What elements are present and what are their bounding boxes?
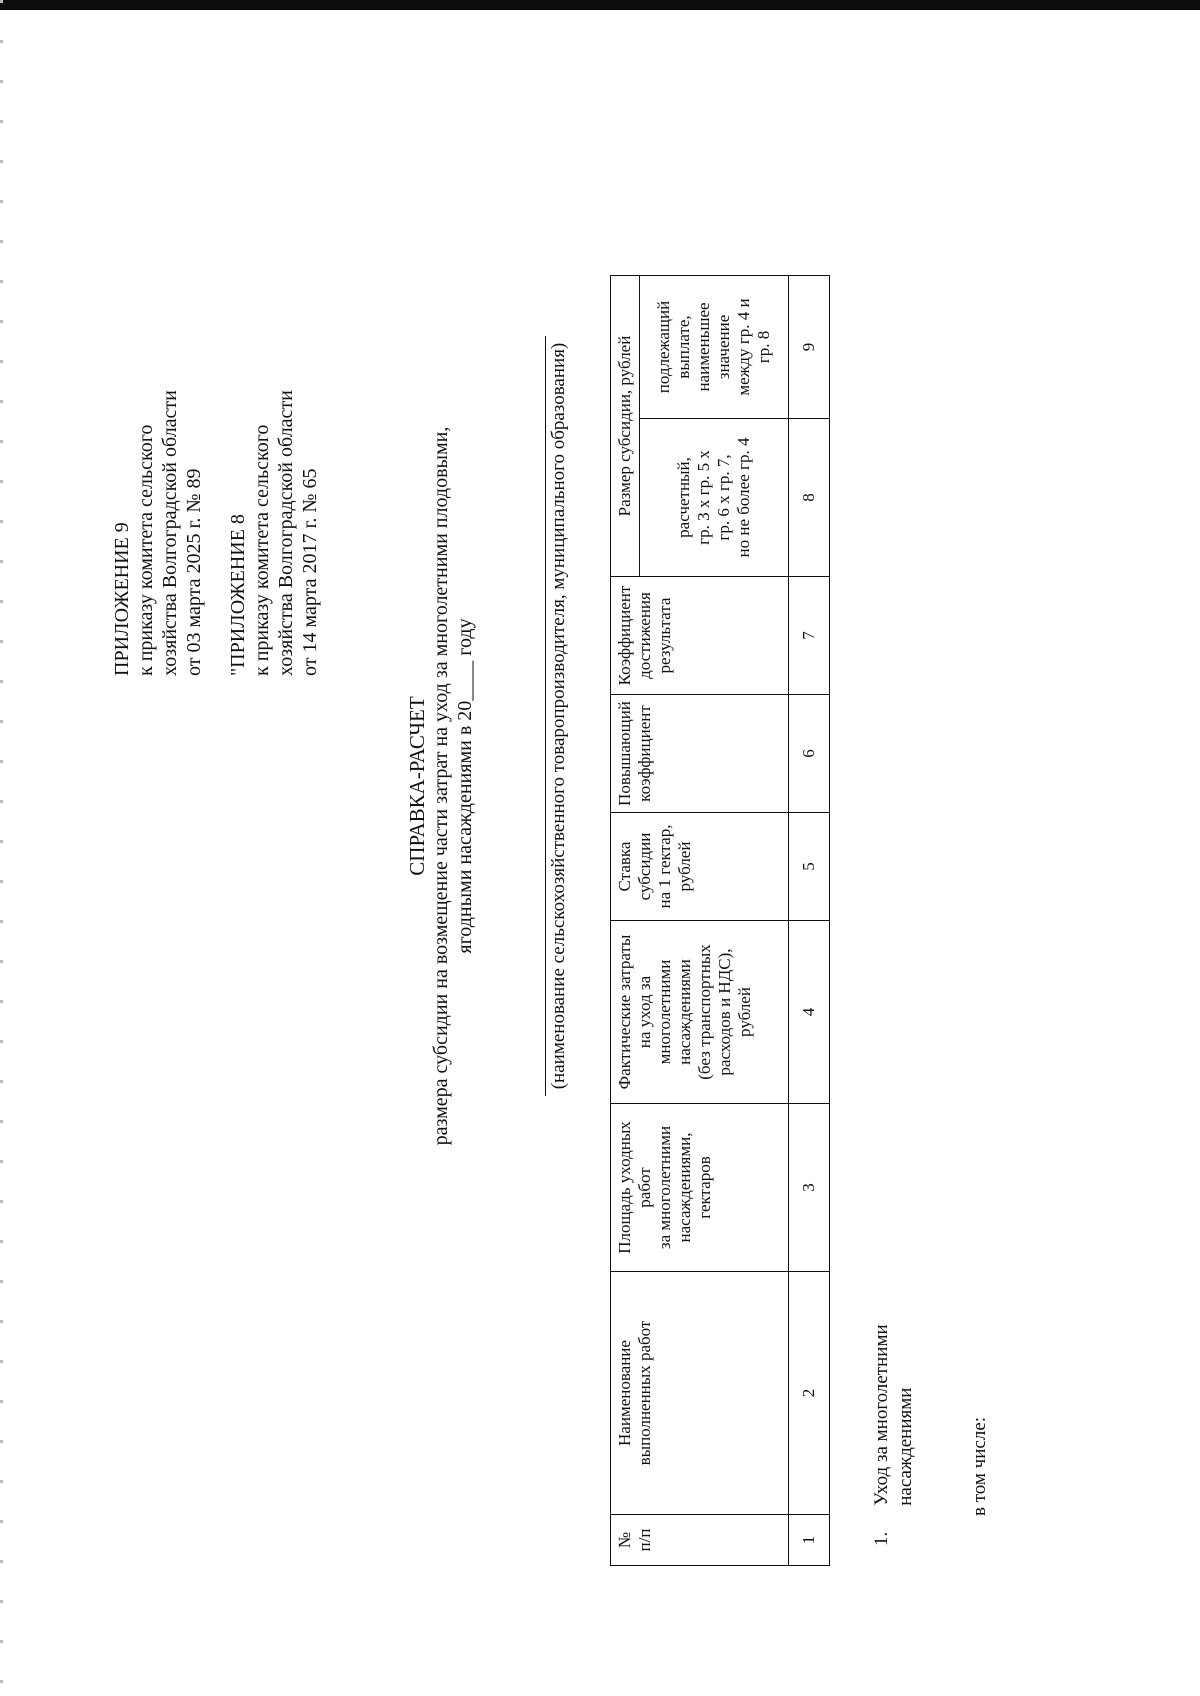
col-num-5: 5 — [789, 813, 830, 921]
header-work-name: Наименование выполненных работ — [611, 1272, 789, 1515]
header-calculated: расчетный, гр. 3 х гр. 5 х гр. 6 х гр. 7, но не более гр. 4 — [640, 419, 789, 577]
col-num-2: 2 — [789, 1272, 830, 1515]
appendix-8-title: "ПРИЛОЖЕНИЕ 8 — [227, 514, 249, 676]
header-area: Площадь уходных работ за многолетними насаждениями, гектаров — [611, 1104, 789, 1272]
appendix-8-line1: к приказу комитета сельского — [251, 424, 273, 676]
table-body-rows — [870, 1324, 992, 1546]
calculation-table — [610, 275, 830, 1566]
appendix-9-block — [110, 76, 206, 676]
document-title-block — [405, 256, 477, 1316]
producer-name-line — [545, 336, 546, 1096]
col-num-4: 4 — [789, 921, 830, 1104]
header-rate: Ставка субсидии на 1 гектар, рублей — [611, 813, 789, 921]
appendix-8-line3: от 14 марта 2017 г. № 65 — [299, 468, 321, 676]
header-actual-costs: Фактические затраты на уход за многолетними насаждениями (без транспортных расходов и НДС), рублей — [611, 921, 789, 1104]
table-header-row — [611, 276, 640, 1566]
col-num-3: 3 — [789, 1104, 830, 1272]
table-number-row — [789, 276, 830, 1566]
appendix-9-line2: хозяйства Волгоградской области — [159, 390, 181, 676]
header-number: № п/п — [611, 1515, 789, 1566]
producer-caption: (наименование сельскохозяйственного товаропроизводителя, муниципального образования) — [548, 342, 569, 1090]
col-num-9: 9 — [789, 276, 830, 419]
appendix-9-line1: к приказу комитета сельского — [135, 424, 157, 676]
appendix-8-line2: хозяйства Волгоградской области — [275, 390, 297, 676]
appendix-8-block — [226, 76, 322, 676]
appendix-9-line3: от 03 марта 2025 г. № 89 — [183, 468, 205, 676]
col-num-8: 8 — [789, 419, 830, 577]
row-maintenance-number: 1. — [871, 1531, 892, 1546]
header-payable: подлежащий выплате, наименьшее значение между гр. 4 и гр. 8 — [640, 276, 789, 419]
row-maintenance — [870, 1324, 918, 1546]
document-subtitle-line1: размера субсидии на возмещение части затрат на уход за многолетними плодовыми, — [430, 426, 452, 1146]
row-including: в том числе: — [969, 1416, 990, 1516]
appendix-9-title: ПРИЛОЖЕНИЕ 9 — [111, 522, 133, 676]
header-raising-coef: Повышающий коэффициент — [611, 695, 789, 813]
header-subsidy-size: Размер субсидии, рублей — [611, 276, 640, 577]
document-subtitle-line2: ягодными насаждениями в 20____ году — [454, 618, 476, 954]
row-maintenance-text: Уход за многолетними насаждениями — [871, 1324, 916, 1506]
document-title: СПРАВКА-РАСЧЕТ — [405, 696, 429, 876]
col-num-6: 6 — [789, 695, 830, 813]
header-references — [110, 76, 342, 676]
col-num-1: 1 — [789, 1515, 830, 1566]
header-result-coef: Коэффициент достижения результата — [611, 577, 789, 695]
col-num-7: 7 — [789, 577, 830, 695]
